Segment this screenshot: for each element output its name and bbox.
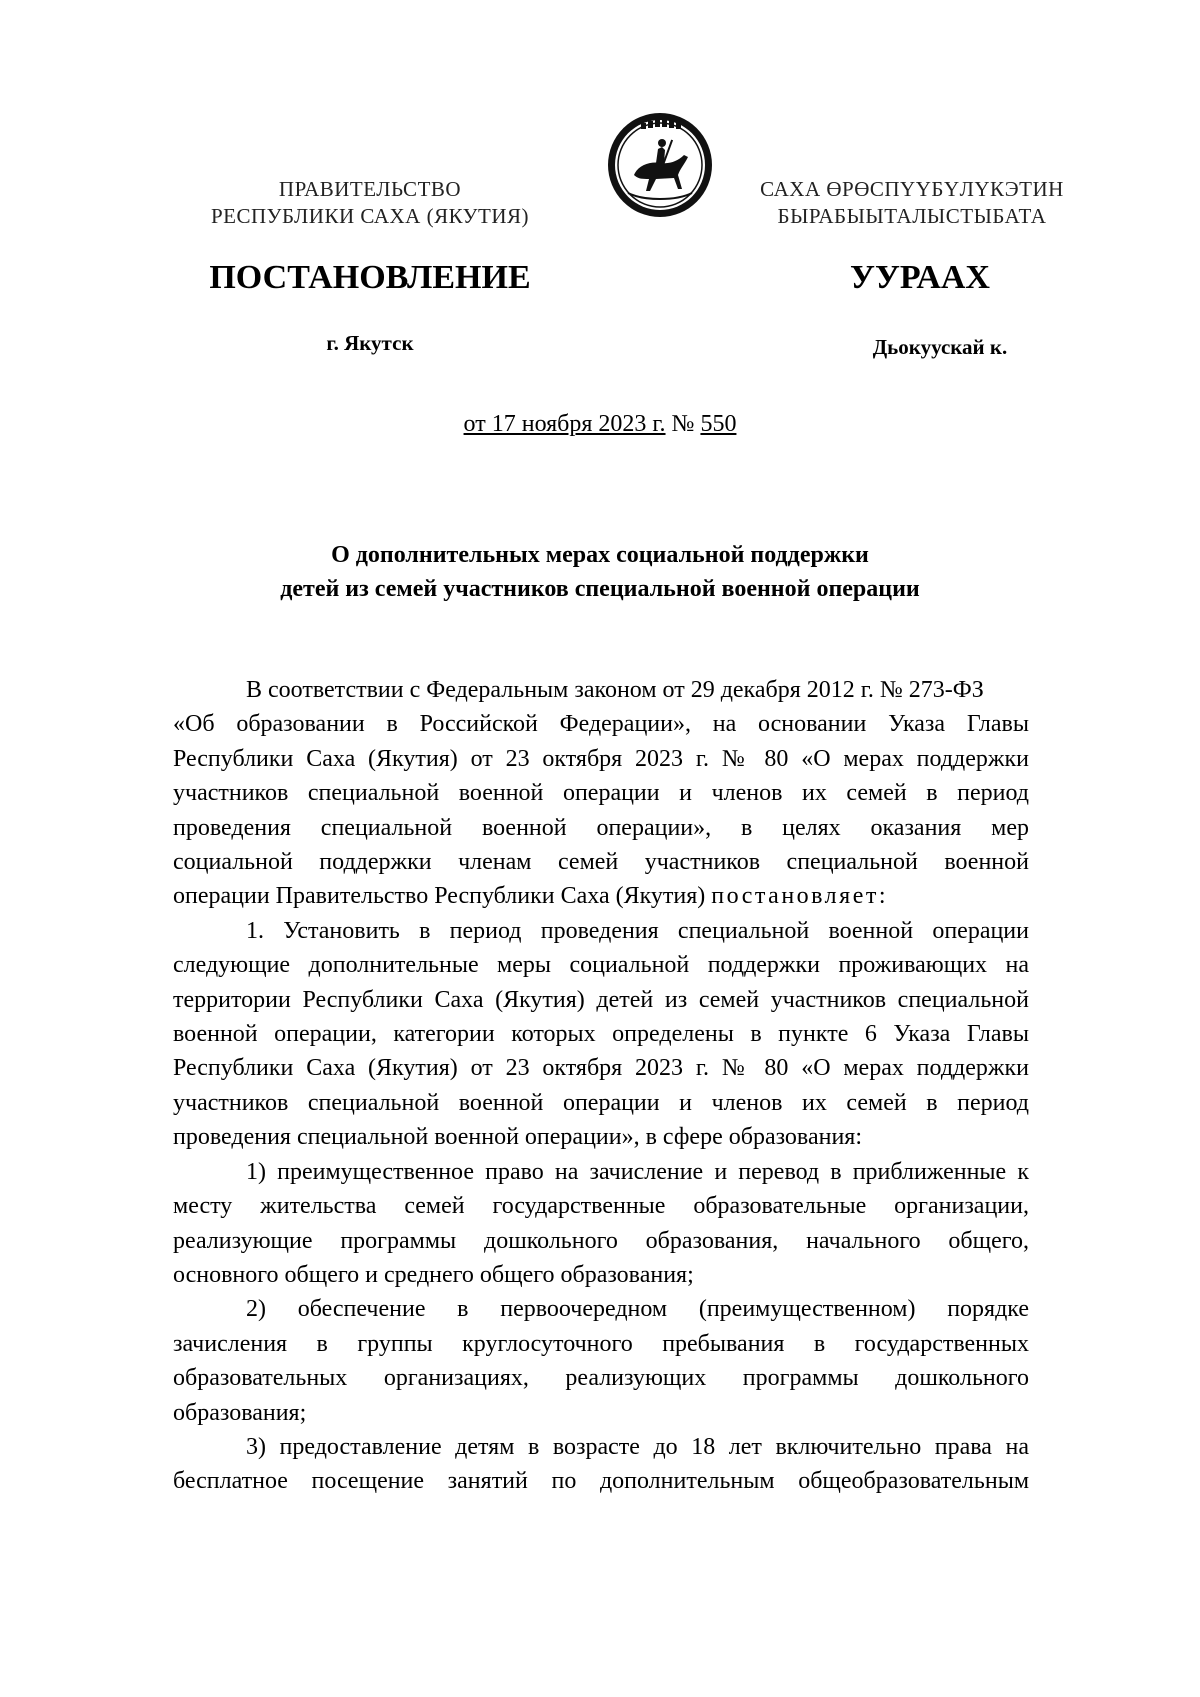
preamble-line-7 [173,879,1029,913]
sub1-line-4: основного общего и среднего общего образования; [173,1261,694,1288]
preamble-line-3: Республики Саха (Якутия) от 23 октября 2023 г. № 80 «О мерах поддержки [173,745,1029,772]
document-number: 550 [700,411,737,437]
preamble-line-1: В соответствии с Федеральным законом от 29 декабря 2012 г. № 273-ФЗ [246,677,984,703]
title-line-2: детей из семей участников специальной военной операции [280,576,920,602]
item1-line-2: следующие дополнительные меры социальной поддержки проживающих на [173,952,1029,979]
sub1-line-2: месту жительства семей государственные образовательные организации, [173,1193,1029,1220]
sub2-line-3: образовательных организациях, реализующих программы дошкольного [173,1365,1029,1392]
org-sakha-line-1: САХА ӨРӨСПҮҮБҮЛҮКЭТИН [760,177,1064,201]
preamble-line-2: «Об образовании в Российской Федерации», на основании Указа Главы [173,711,1029,738]
item1-line-7: проведения специальной военной операции», в сфере образования: [173,1124,862,1151]
sub2-line-2: зачисления в группы круглосуточного пребывания в государственных [173,1330,1029,1357]
sub1-line-1: 1) преимущественное право на зачисление и перевод в приближенные к [246,1158,1029,1185]
city-russian: г. Якутск [326,331,414,355]
organization-name-russian [170,176,570,230]
sub2-line-1: 2) обеспечение в первоочередном (преимущественном) порядке [246,1296,1029,1323]
item1-line-1: 1. Установить в период проведения специальной военной операции [246,917,1029,944]
item1-line-6: участников специальной военной операции и членов их семей в период [173,1089,1029,1116]
item1-line-4: военной операции, категории которых определены в пункте 6 Указа Главы [173,1021,1029,1048]
preamble-line-6: социальной поддержки членам семей участников специальной военной [173,849,1029,876]
preamble-line-5: проведения специальной военной операции», в целях оказания мер [173,814,1029,841]
item1-line-5: Республики Саха (Якутия) от 23 октября 2023 г. № 80 «О мерах поддержки [173,1055,1029,1082]
organization-name-sakha [712,176,1112,230]
document-date: от 17 ноября 2023 г. [463,411,666,437]
sub1-line-3: реализующие программы дошкольного образования, начального общего, [173,1227,1029,1254]
resolves-word: постановляет: [711,883,889,910]
org-sakha-line-2: БЫРАБЫЫТАЛЫСТЫБАТА [777,204,1047,228]
sub2-line-4: образования; [173,1399,307,1426]
document-body [173,673,1029,1499]
city-sakha: Дьокуускай к. [872,335,1008,359]
number-sign: № [665,411,701,437]
document-date-number [300,409,900,439]
coat-of-arms-icon [604,109,716,221]
sub3-line-1: 3) предоставление детям в возрасте до 18 лет включительно права на [246,1433,1029,1460]
document-type-sakha: УУРААХ [850,259,990,296]
document-type-russian: ПОСТАНОВЛЕНИЕ [209,259,531,296]
preamble-last-text: операции Правительство Республики Саха (Якутия) [173,883,712,910]
title-line-1: О дополнительных мерах социальной поддержки [331,542,869,568]
org-ru-line-2: РЕСПУБЛИКИ САХА (ЯКУТИЯ) [210,204,530,228]
preamble-line-4: участников специальной военной операции и членов их семей в период [173,780,1029,807]
document-title [170,538,1030,606]
item1-line-3: территории Республики Саха (Якутия) детей из семей участников специальной [173,986,1029,1013]
sub3-line-2: бесплатное посещение занятий по дополнительным общеобразовательным [173,1468,1029,1495]
org-ru-line-1: ПРАВИТЕЛЬСТВО [278,177,462,201]
